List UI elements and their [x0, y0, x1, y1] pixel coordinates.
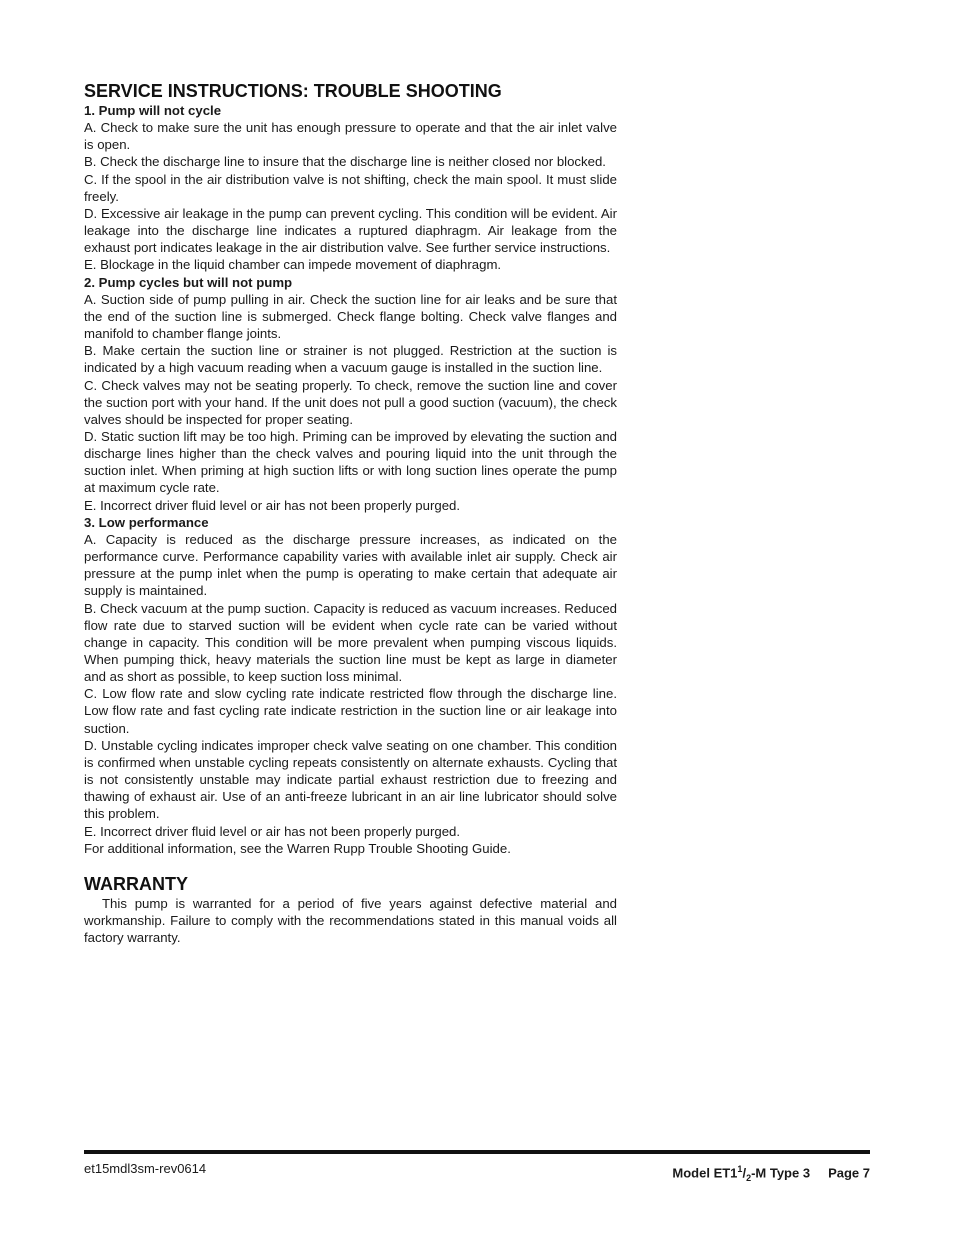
footer-model-prefix: Model ET1: [672, 1165, 738, 1181]
paragraph: B. Check vacuum at the pump suction. Capacity is reduced as vacuum increases. Reduced flow rate due to starved suction will be evident when cycle rate can be varied without change in capacity. This condition will be more prevalent when pumping viscous liquids. When pumping thick, heavy materials the suction line must be kept as large in diameter and as short as possible, to keep suction loss minimal.: [84, 600, 617, 685]
paragraph: E. Incorrect driver fluid level or air has not been properly purged.: [84, 823, 461, 839]
paragraph: D. Static suction lift may be too high. Priming can be improved by elevating the suction and discharge lines higher than the check valves and pouring liquid into the unit through the suction inlet. When priming at high suction lifts or with long suction lines operate the pump at maximum cycle rate.: [84, 428, 617, 496]
paragraph: A. Capacity is reduced as the discharge pressure increases, as indicated on the performance curve. Performance capability varies with available inlet air supply. Check air pressure at the pump inlet when the pump is operating to make certain that adequate air supply is maintained.: [84, 531, 617, 599]
additional-info: For additional information, see the Warren Rupp Trouble Shooting Guide.: [84, 840, 511, 856]
footer-model-fraction-separator: /: [742, 1165, 747, 1181]
paragraph: A. Suction side of pump pulling in air. Check the suction line for air leaks and be sure that the end of the suction line is submerged. Check flange bolting. Check valve flanges and manifold to chamber flange joints.: [84, 291, 617, 342]
warranty-text: This pump is warranted for a period of five years against defective material and workmanship. Failure to comply with the recommendations stated in this manual voids all factory warranty.: [84, 895, 617, 946]
footer-model-page: [672, 1161, 870, 1186]
paragraph: B. Check the discharge line to insure that the discharge line is neither closed nor blocked.: [84, 154, 606, 170]
subheading-pump-cycles-no-pump: 2. Pump cycles but will not pump: [84, 274, 293, 290]
footer-rule: [84, 1150, 870, 1154]
footer-page-number: Page 7: [828, 1165, 870, 1181]
footer-model-suffix: -M Type 3: [751, 1165, 811, 1181]
footer-model-fraction-numerator: 1: [737, 1164, 743, 1174]
paragraph: D. Excessive air leakage in the pump can prevent cycling. This condition will be evident. Air leakage into the discharge line indicates a ruptured diaphragm. Air leakage from the exhaust port indicates leakage in the air distribution valve. See further service instructions.: [84, 205, 617, 256]
subheading-pump-will-not-cycle: 1. Pump will not cycle: [84, 103, 222, 118]
footer-model-fraction-denominator: 2: [746, 1172, 752, 1183]
paragraph: E. Incorrect driver fluid level or air has not been properly purged.: [84, 497, 461, 513]
paragraph: C. Low flow rate and slow cycling rate indicate restricted flow through the discharge line. Low flow rate and fast cycling rate indicate restriction in the suction line or air leakage into suction.: [84, 686, 617, 736]
paragraph: C. Check valves may not be seating properly. To check, remove the suction line and cover the suction port with your hand. If the unit does not pull a good suction (vacuum), the check valves should be inspected for proper seating.: [84, 377, 617, 427]
footer-doc-code: et15mdl3sm-rev0614: [84, 1161, 207, 1176]
warranty-heading: WARRANTY: [84, 873, 188, 894]
paragraph: B. Make certain the suction line or strainer is not plugged. Restriction at the suction is indicated by a high vacuum reading when a vacuum gauge is installed in the suction line.: [84, 343, 617, 376]
paragraph: E. Blockage in the liquid chamber can impede movement of diaphragm.: [84, 257, 502, 273]
section-heading: SERVICE INSTRUCTIONS: TROUBLE SHOOTING: [84, 81, 502, 101]
paragraph: D. Unstable cycling indicates improper check valve seating on one chamber. This condition is confirmed when unstable cycling repeats consistently on alternate exhausts. Cycling that is not consistently unstable may indicate partial exhaust restriction due to freezing and thawing of exhaust air. Use of an anti-freeze lubricant in an air line lubricator should solve this problem.: [84, 737, 617, 822]
subheading-low-performance: 3. Low performance: [84, 514, 209, 530]
main-column: [84, 80, 617, 946]
paragraph: A. Check to make sure the unit has enough pressure to operate and that the air inlet valve is open.: [84, 120, 617, 153]
paragraph: C. If the spool in the air distribution valve is not shifting, check the main spool. It must slide freely.: [84, 171, 617, 204]
